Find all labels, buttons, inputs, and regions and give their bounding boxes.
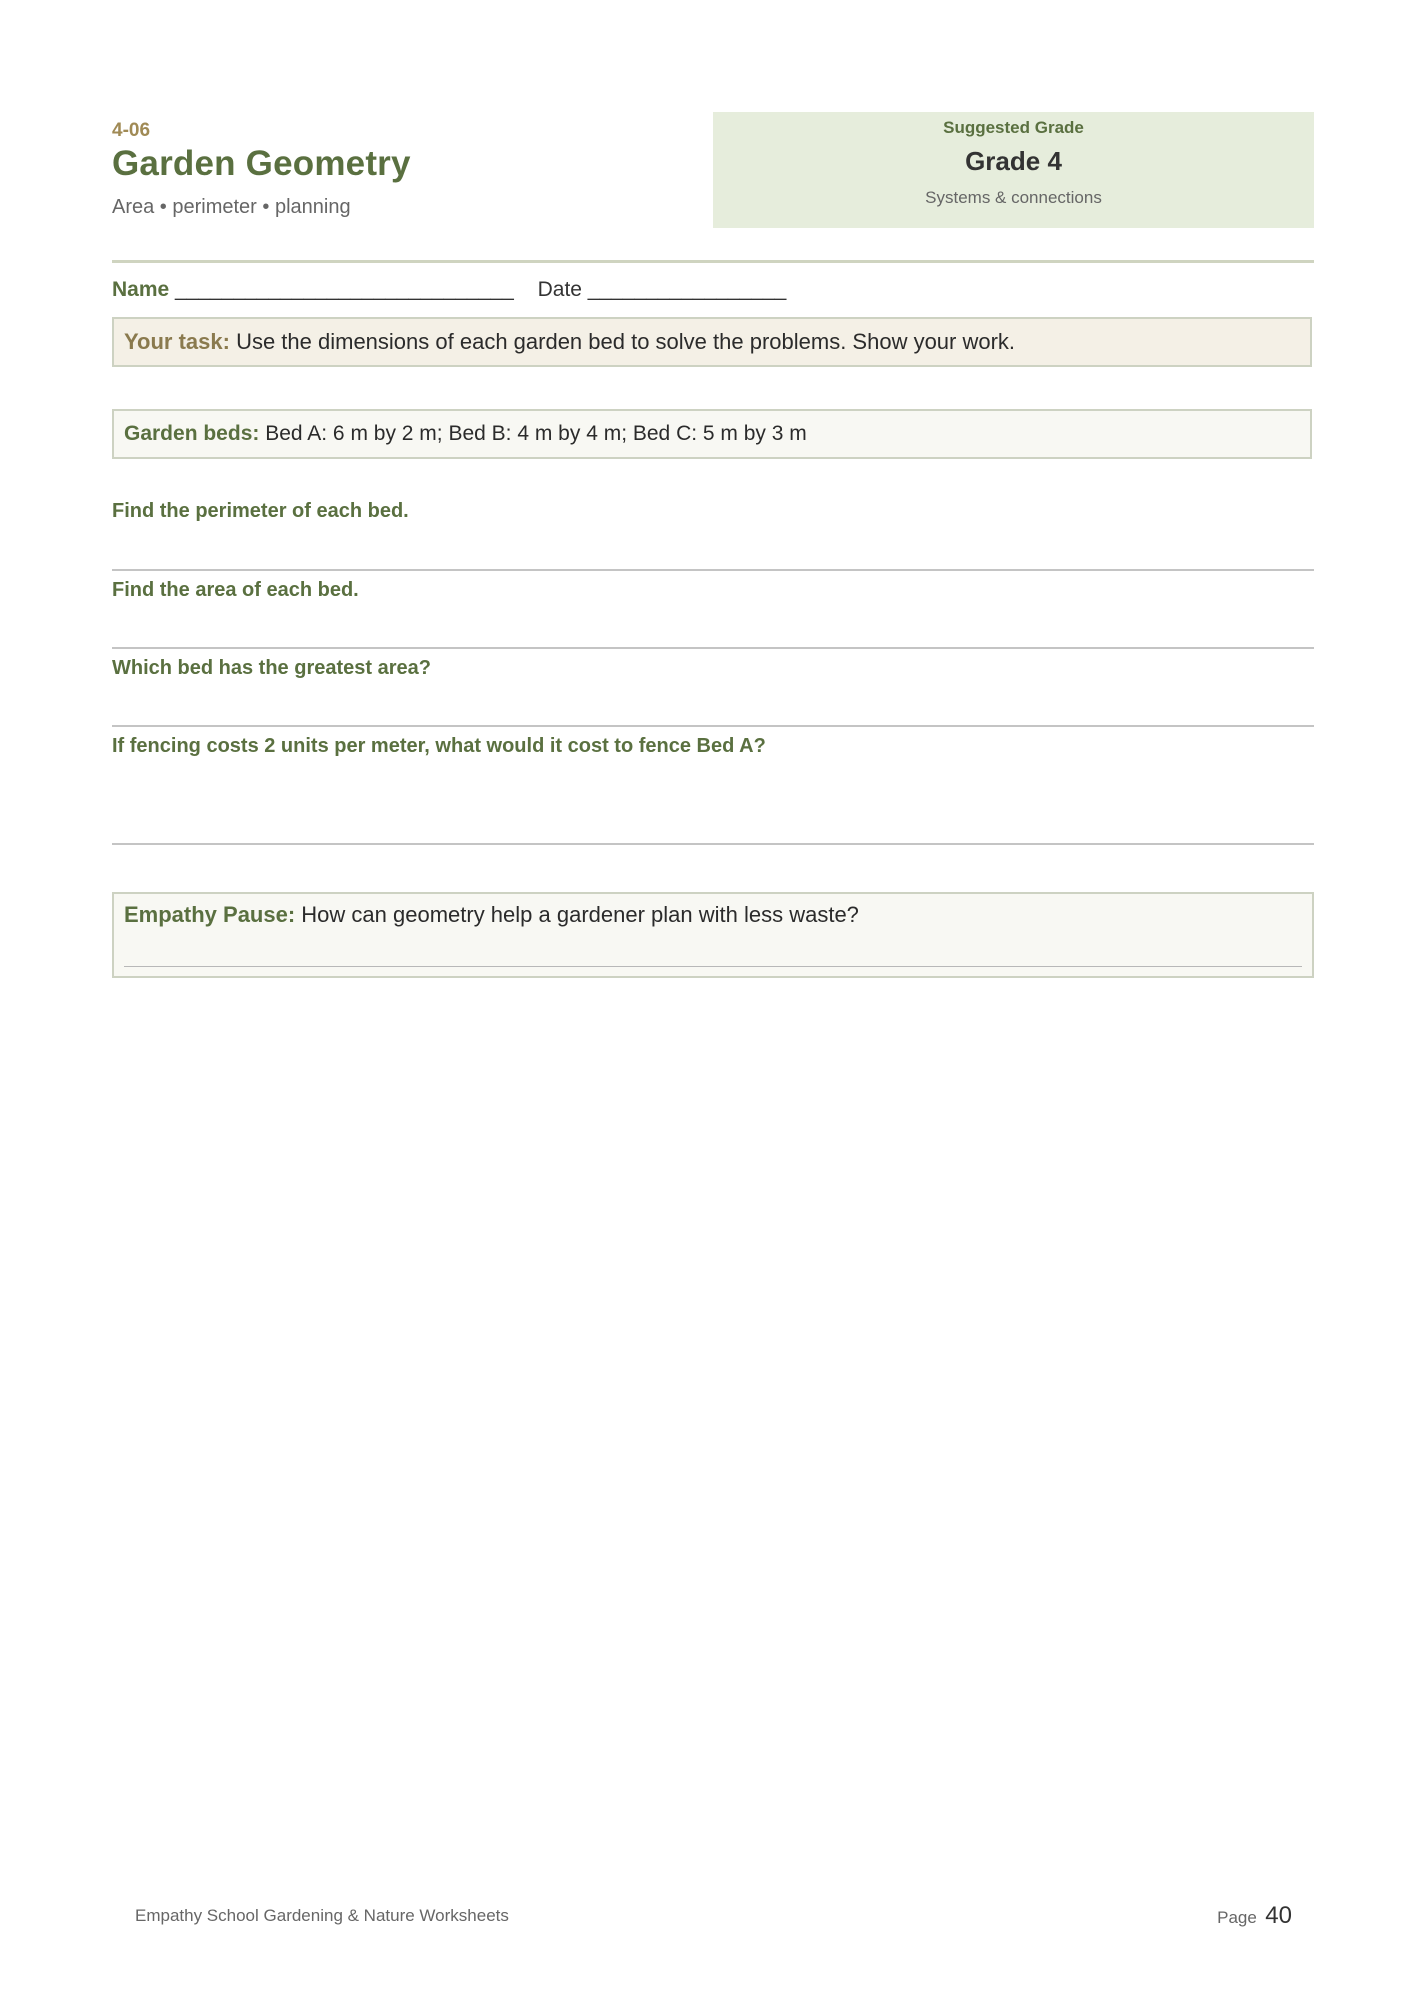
worksheet-page [112,0,1314,2000]
name-field[interactable]: _____________________________ [175,278,514,301]
date-field[interactable]: _________________ [587,278,787,301]
answer-line-area[interactable] [112,647,1314,649]
worksheet-header [112,112,1314,228]
garden-beds-box [112,409,1312,459]
task-label: Your task: [124,329,230,354]
task-box [112,317,1312,367]
answer-line-fencing-cost[interactable] [112,843,1314,845]
footer-page [1217,1902,1292,1930]
page-number: 40 [1265,1902,1292,1929]
header-divider [112,260,1314,263]
question-fencing-cost: If fencing costs 2 units per meter, what would it cost to fence Bed A? [112,735,766,757]
answer-line-perimeter[interactable] [112,569,1314,571]
task-text: Use the dimensions of each garden bed to solve the problems. Show your work. [229,329,1016,354]
empathy-label: Empathy Pause: [124,902,296,927]
question-perimeter: Find the perimeter of each bed. [112,500,409,522]
answer-line-greatest-area[interactable] [112,725,1314,727]
grade-box [713,112,1314,228]
footer-publisher: Empathy School Gardening & Nature Worksheets [135,1906,509,1925]
name-date-row [112,278,786,302]
grade-caption: Suggested Grade [943,118,1084,137]
grade-value: Grade 4 [965,146,1062,176]
name-label: Name [112,278,170,301]
garden-beds-text: Bed A: 6 m by 2 m; Bed B: 4 m by 4 m; Bed C: 5 m by 3 m [259,422,807,445]
worksheet-code: 4-06 [112,120,151,141]
empathy-text: How can geometry help a gardener plan with less waste? [295,902,859,927]
page-subtitle: Area • perimeter • planning [112,196,351,218]
empathy-pause-box [112,892,1314,978]
garden-beds-label: Garden beds: [124,422,260,445]
grade-theme: Systems & connections [925,188,1102,207]
page-title: Garden Geometry [112,144,411,183]
question-greatest-area: Which bed has the greatest area? [112,657,431,679]
question-area: Find the area of each bed. [112,579,359,601]
empathy-answer-line[interactable] [124,966,1302,967]
empathy-prompt [124,902,859,928]
date-label: Date [537,278,582,301]
page-label: Page [1217,1908,1257,1927]
